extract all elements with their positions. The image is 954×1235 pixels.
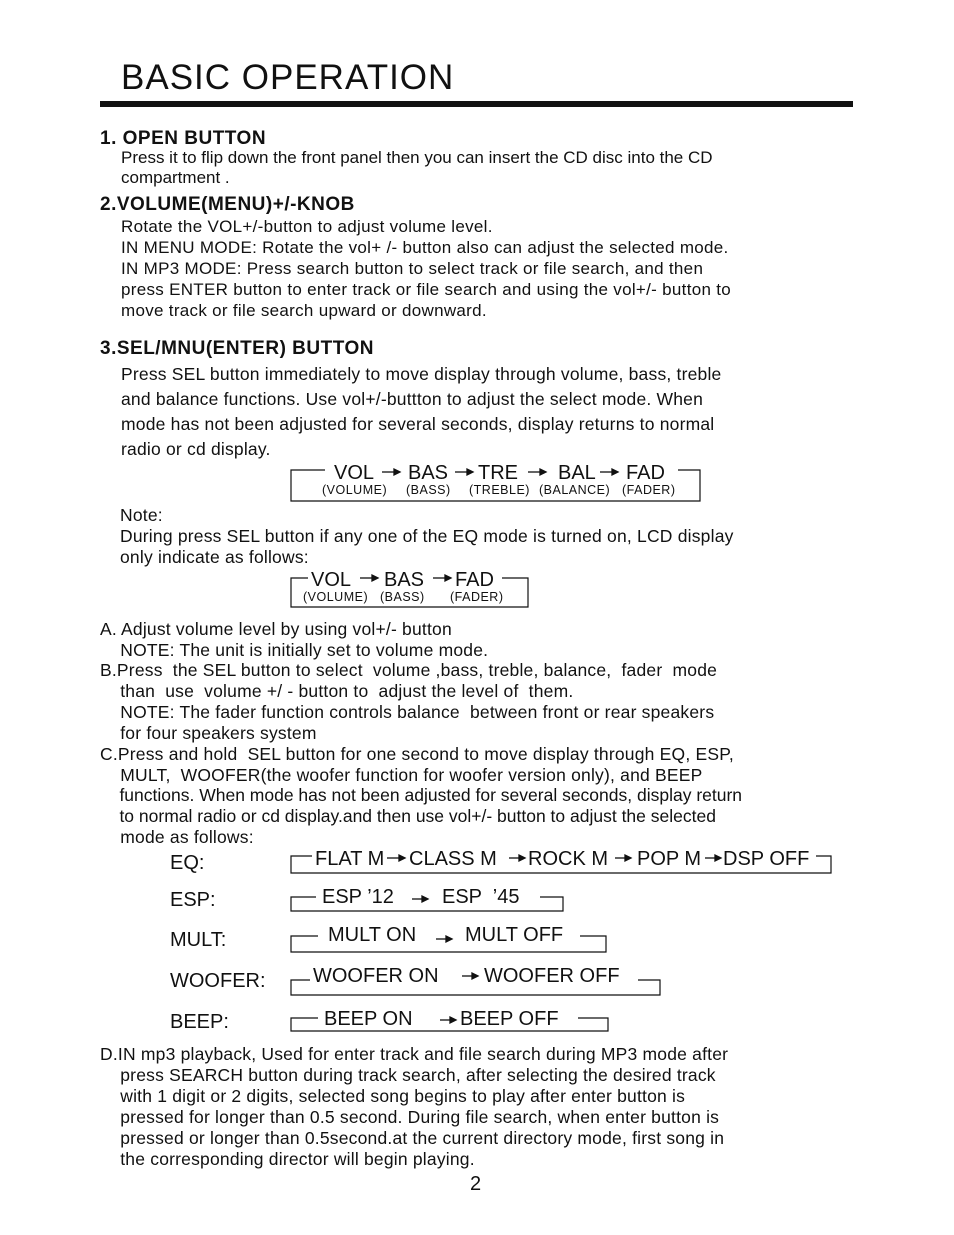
section-volume-text-4: press ENTER button to enter track or file search and using the vol+/- button to (121, 280, 732, 299)
note-text-2: only indicate as follows: (120, 547, 309, 567)
mode-label-beep: BEEP: (170, 1011, 229, 1033)
section-volume-heading: 2.VOLUME(MENU)+/-KNOB (100, 194, 355, 215)
list-a-line-2: NOTE: The unit is initially set to volume mode. (100, 640, 489, 660)
flow2-sub-fader: (FADER) (450, 590, 504, 604)
section-volume-text-3: IN MP3 MODE: Press search button to select track or file search, and then (121, 259, 704, 278)
mult-off: MULT OFF (465, 924, 564, 946)
list-c-line-1: C.Press and hold SEL button for one second to move display through EQ, ESP, (100, 744, 734, 764)
note-label: Note: (120, 505, 163, 525)
flow-bal: BAL (558, 462, 596, 484)
list-b-line-1: B.Press the SEL button to select volume ,bass, treble, balance, fader mode (100, 660, 718, 680)
section-sel-text-3: mode has not been adjusted for several seconds, display returns to normal (121, 414, 715, 434)
flow2-sub-volume: (VOLUME) (303, 590, 369, 604)
list-d-line-1: D.IN mp3 playback, Used for enter track and file search during MP3 mode after (100, 1044, 729, 1064)
list-b-line-2: than use volume +/ - button to adjust the level of them. (100, 681, 574, 701)
mode-flow-woofer (290, 965, 664, 997)
flow-sub-volume: (VOLUME) (322, 483, 388, 497)
section-volume-text-5: move track or file search upward or downward. (121, 301, 487, 320)
list-d-line-5: pressed or longer than 0.5second.at the current directory mode, first song in (100, 1128, 725, 1148)
eq-flat: FLAT M (315, 848, 385, 870)
flow2-bas: BAS (384, 569, 425, 591)
page-title: BASIC OPERATION (121, 58, 455, 97)
beep-on: BEEP ON (324, 1008, 413, 1030)
mode-flow-esp (290, 886, 566, 914)
section-sel-text-4: radio or cd display. (121, 439, 271, 459)
beep-off: BEEP OFF (460, 1008, 559, 1030)
mode-label-eq: EQ: (170, 852, 205, 874)
list-a-line-1: A. Adjust volume level by using vol+/- button (100, 619, 452, 639)
flow2-fad: FAD (455, 569, 494, 591)
section-volume-text-2: IN MENU MODE: Rotate the vol+ /- button also can adjust the selected mode. (121, 238, 729, 257)
eq-rock: ROCK M (528, 848, 608, 870)
list-c-line-4: to normal radio or cd display.and then use vol+/- button to adjust the selected (100, 806, 716, 826)
mode-flow-beep (290, 1008, 612, 1034)
mult-on: MULT ON (328, 924, 417, 946)
woofer-off: WOOFER OFF (484, 965, 620, 987)
flow-sub-bass: (BASS) (406, 483, 451, 497)
mode-flow-mult (290, 924, 610, 954)
flow-bas: BAS (408, 462, 449, 484)
list-c-line-2: MULT, WOOFER(the woofer function for woofer version only), and BEEP (100, 765, 703, 785)
list-d-line-2: press SEARCH button during track search, after selecting the desired track (100, 1065, 716, 1085)
list-c-line-3: functions. When mode has not been adjusted for several seconds, display return (100, 785, 743, 805)
title-rule (100, 101, 853, 107)
flow-sub-balance: (BALANCE) (539, 483, 611, 497)
section-open-button-text-2: compartment . (121, 168, 230, 187)
woofer-on: WOOFER ON (313, 965, 439, 987)
list-b-line-3: NOTE: The fader function controls balance between front or rear speakers (100, 702, 715, 722)
flow2-vol: VOL (311, 569, 352, 591)
section-open-button-heading: 1. OPEN BUTTON (100, 128, 267, 149)
mode-flow-eq (290, 848, 835, 876)
flow-tre: TRE (478, 462, 518, 484)
list-c-line-5: mode as follows: (100, 827, 254, 847)
flow-vol: VOL (334, 462, 375, 484)
flow-sub-fader: (FADER) (622, 483, 676, 497)
page-number: 2 (470, 1173, 482, 1195)
mode-label-mult: MULT: (170, 929, 227, 951)
section-sel-text-1: Press SEL button immediately to move display through volume, bass, treble (121, 364, 722, 384)
eq-dsp-off: DSP OFF (723, 848, 810, 870)
mode-label-esp: ESP: (170, 889, 216, 911)
section-sel-text-2: and balance functions. Use vol+/-buttton to adjust the select mode. When (121, 389, 704, 409)
section-sel-heading: 3.SEL/MNU(ENTER) BUTTON (100, 338, 374, 359)
eq-pop: POP M (637, 848, 702, 870)
flow-fad: FAD (626, 462, 665, 484)
list-d-line-4: pressed for longer than 0.5 second. During file search, when enter button is (100, 1107, 720, 1127)
mode-label-woofer: WOOFER: (170, 970, 266, 992)
section-open-button-text-1: Press it to flip down the front panel then you can insert the CD disc into the CD (121, 148, 713, 167)
list-d-line-3: with 1 digit or 2 digits, selected song begins to play after enter button is (100, 1086, 686, 1106)
eq-class: CLASS M (409, 848, 497, 870)
section-volume-text-1: Rotate the VOL+/-button to adjust volume level. (121, 217, 493, 236)
list-b-line-4: for four speakers system (100, 723, 317, 743)
esp-12: ESP ’12 (322, 886, 394, 908)
note-text-1: During press SEL button if any one of the EQ mode is turned on, LCD display (120, 526, 734, 546)
esp-45: ESP ’45 (442, 886, 520, 908)
eq-sel-flow (290, 568, 530, 608)
flow-sub-treble: (TREBLE) (469, 483, 530, 497)
flow2-sub-bass: (BASS) (380, 590, 425, 604)
sel-mode-flow (290, 460, 702, 502)
list-d-line-6: the corresponding director will begin playing. (100, 1149, 475, 1169)
